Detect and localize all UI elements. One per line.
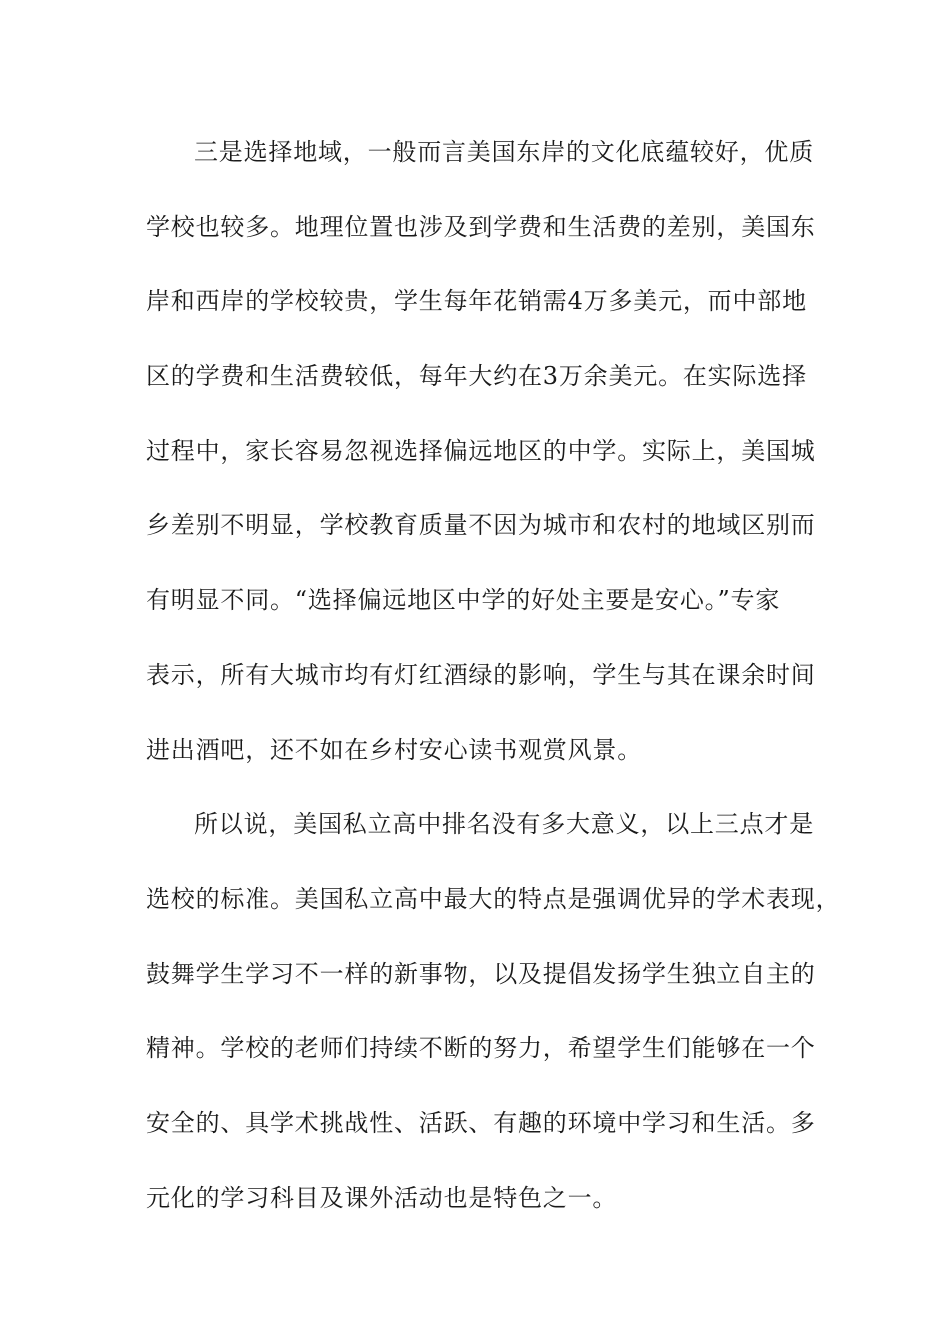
- paragraph-line: 岸和西岸的学校较贵，学生每年花销需4万多美元，而中部地: [146, 287, 807, 316]
- paragraph-line: 鼓舞学生学习不一样的新事物，以及提倡发扬学生独立自主的: [146, 959, 816, 988]
- paragraph-line: 乡差别不明显，学校教育质量不因为城市和农村的地域区别而: [146, 511, 816, 540]
- paragraph-line: 安全的、具学术挑战性、活跃、有趣的环境中学习和生活。多: [146, 1108, 816, 1137]
- paragraph-line: 三是选择地域，一般而言美国东岸的文化底蕴较好，优质: [194, 138, 814, 166]
- paragraph-line: 过程中，家长容易忽视选择偏远地区的中学。实际上，美国城: [146, 436, 816, 465]
- paragraph-line: 有明显不同。“选择偏远地区中学的好处主要是安心。”专家: [146, 586, 781, 615]
- paragraph-1: [146, 127, 816, 799]
- paragraph-2: [146, 799, 841, 1247]
- paragraph-line: 表示，所有大城市均有灯红酒绿的影响，学生与其在课余时间: [146, 660, 816, 689]
- paragraph-line: 学校也较多。地理位置也涉及到学费和生活费的差别，美国东: [146, 212, 816, 241]
- paragraph-line: 元化的学习科目及课外活动也是特色之一。: [146, 1183, 618, 1212]
- document-body: [146, 127, 841, 1247]
- paragraph-line: 所以说，美国私立高中排名没有多大意义，以上三点才是: [194, 810, 814, 839]
- paragraph-line: 精神。学校的老师们持续不断的努力，希望学生们能够在一个: [146, 1034, 816, 1063]
- paragraph-line: 选校的标准。美国私立高中最大的特点是强调优异的学术表现，: [146, 884, 841, 913]
- paragraph-line: 区的学费和生活费较低，每年大约在3万余美元。在实际选择: [146, 362, 807, 391]
- paragraph-line: 进出酒吧，还不如在乡村安心读书观赏风景。: [146, 735, 642, 764]
